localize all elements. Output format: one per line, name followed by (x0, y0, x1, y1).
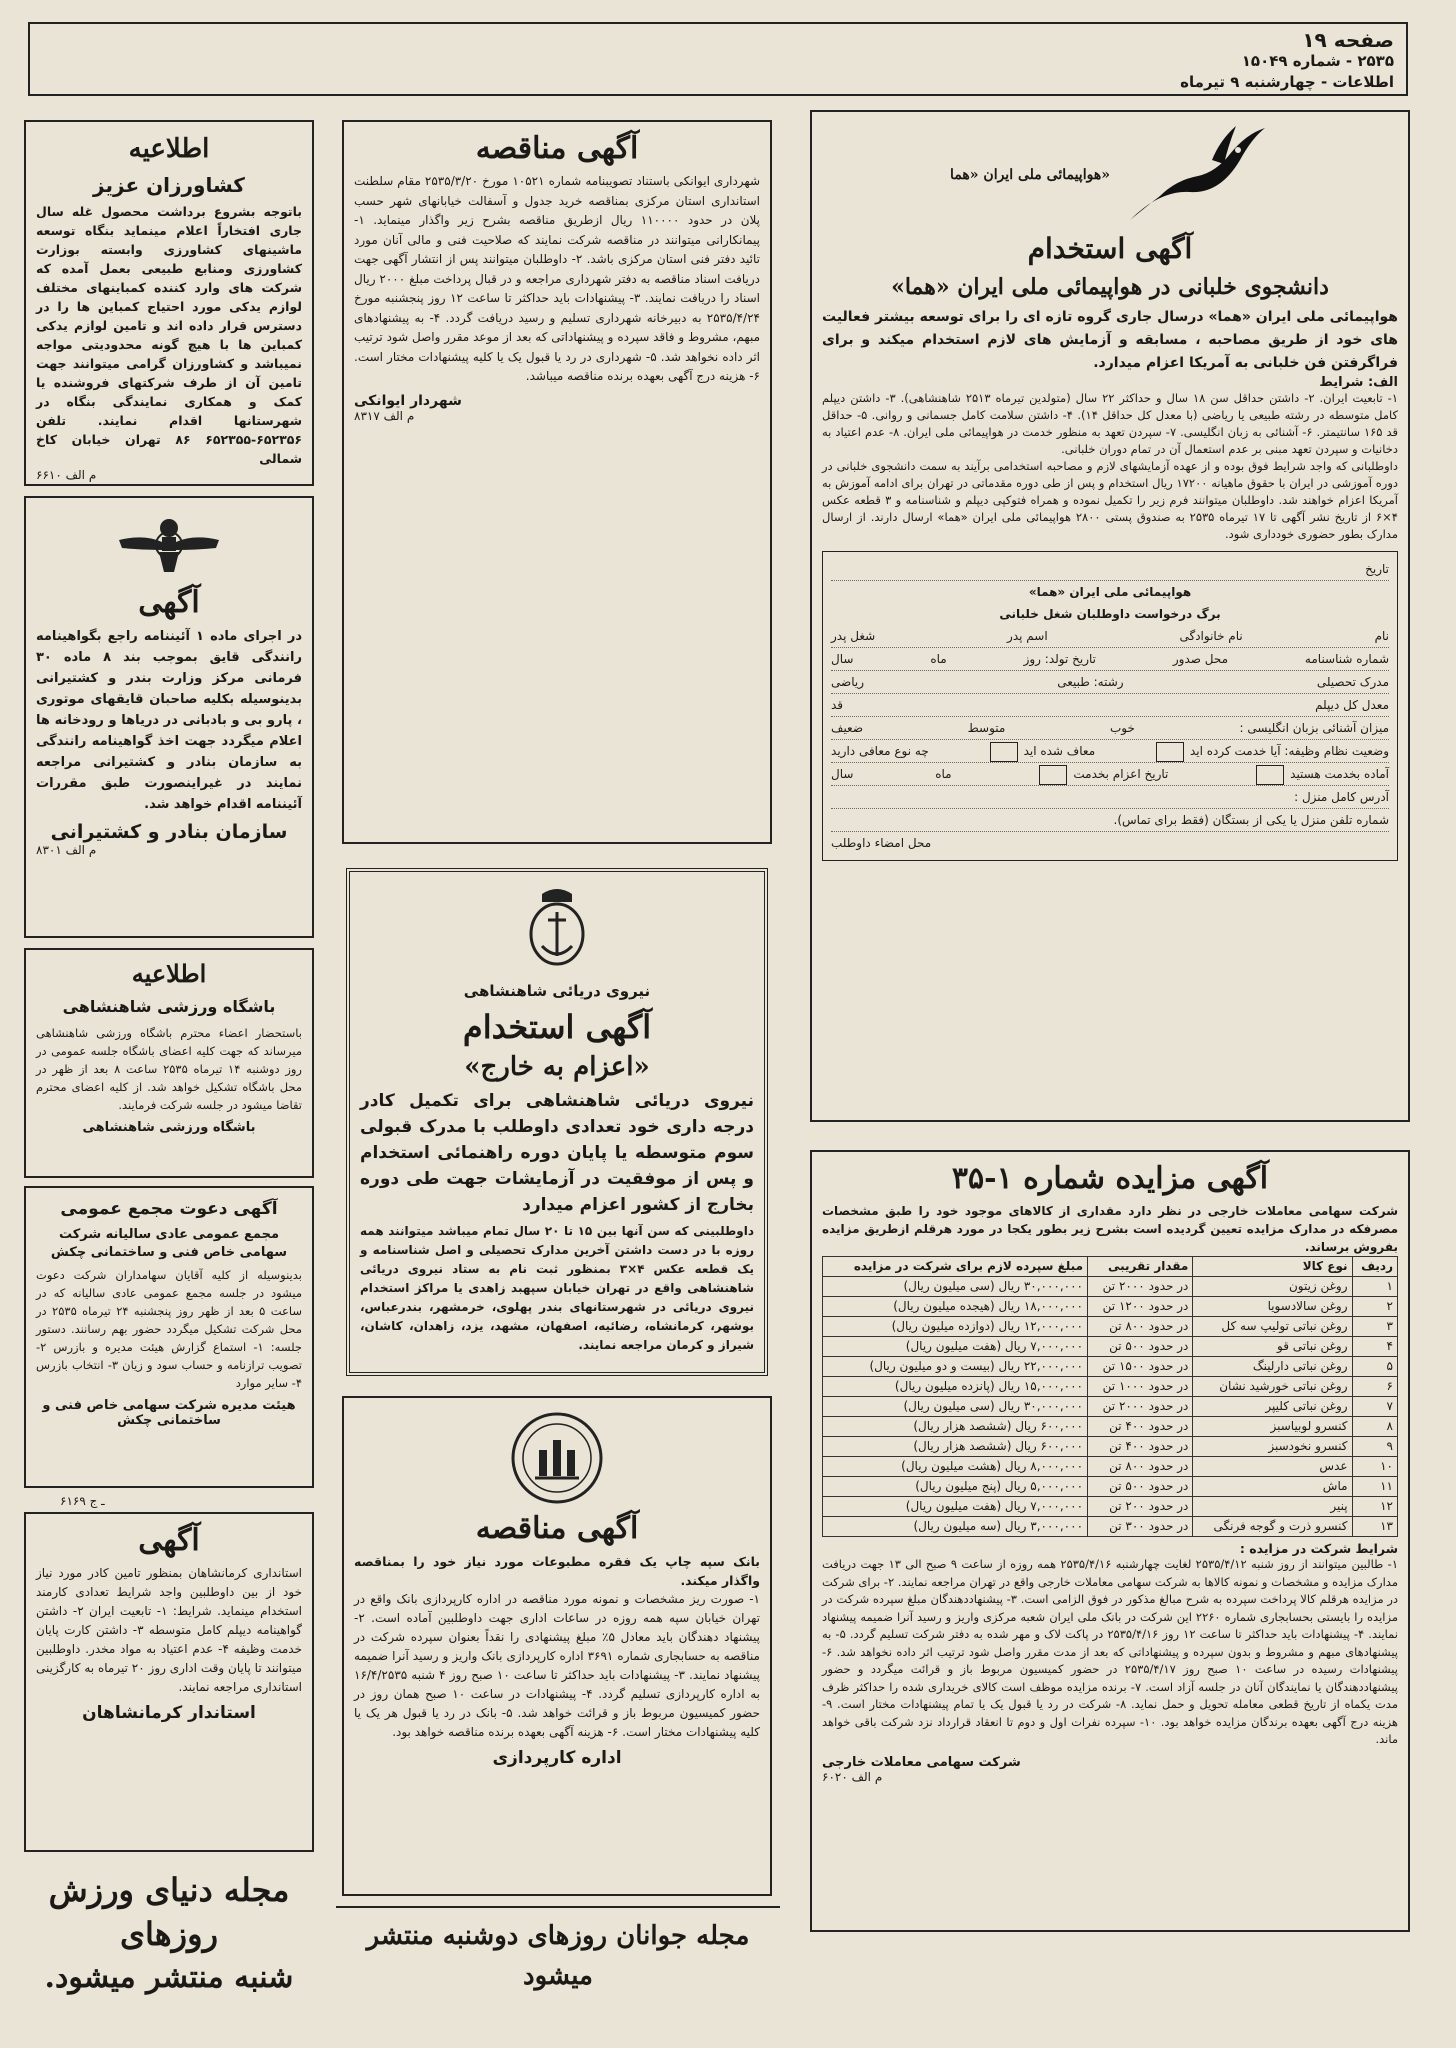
form-exempt-checkbox[interactable] (990, 742, 1018, 762)
table-cell: ۳۰,۰۰۰,۰۰۰ ریال (سی میلیون ریال) (823, 1277, 1088, 1297)
ad-meeting-title: آگهی دعوت مجمع عمومی (60, 1199, 278, 1219)
form-english-good[interactable]: خوب (1109, 721, 1135, 735)
form-date-label: تاریخ (1365, 562, 1389, 576)
table-cell: ۱۲,۰۰۰,۰۰۰ ریال (دوازده میلیون ریال) (823, 1317, 1088, 1337)
form-title: برگ درخواست داوطلبان شغل خلبانی (999, 607, 1221, 621)
table-cell: روغن نباتی خورشید نشان (1193, 1377, 1352, 1397)
form-row-ready (831, 763, 1389, 786)
table-row (823, 1437, 1398, 1457)
navy-emblem-label: نیروی دریائی شاهنشاهی (463, 982, 651, 1000)
application-form (822, 551, 1398, 861)
ad-sports-body: باستحضار اعضاء محترم باشگاه ورزشی شاهنشاهی میرساند که جهت کلیه اعضای باشگاه جلسه عمومی در روز دوشنبه ۱۴ تیرماه ۲۵۳۵ ساعت ۸ بعد از ظهر در محل باشگاه تشکیل خواهد شد. از کلیه اعضای محترم تقاضا میشود در جلسه شرکت فرمایند. (36, 1026, 302, 1112)
ad-ports-title: آگهی (138, 585, 200, 620)
ad-auction-signature: شرکت سهامی معاملات خارجی (822, 1754, 1021, 1770)
ad-tender-bank-body: ۱- صورت ریز مشخصات و نمونه مورد مناقصه در اداره کارپردازی بانک واقع در تهران خیابان سپه همه روزه در ساعات اداری جهت داوطلبین آماده است. ۲- پیشنهاد دهندگان باید معادل ۵٪ مبلغ پیشنهادی را نقداً بعنوان سپرده شرکت در مناقصه به حسابجاری شماره ۳۶۹۱ اداره کارپردازی بانک واریز و رسید آنرا ضمیمه پیشنهاد نمایند. ۳- پیشنهادات باید حداکثر تا ساعت ۱۰ صبح روز ۴ شنبه ۱۶/۴/۲۵۳۵ به اداره کارپردازی تسلیم گردد. ۴- پیشنهادات در ساعت ۱۰ صبح همان روز در حضور کمیسیون مربوط باز و قرائت خواهد شد. ۵- بانک در رد یا قبول هر یک یا کلیه پیشنهادات مختار است. ۶- هزینه آگهی بعهده برنده مناقصه خواهد بود. (354, 1592, 761, 1739)
form-ready-year[interactable]: سال (831, 767, 854, 781)
table-row (823, 1357, 1398, 1377)
ad-ports-ref: م الف ۸۳۰۱ (36, 843, 97, 857)
form-ready-date-checkbox[interactable] (1039, 765, 1067, 785)
page-number: صفحه ۱۹ (1302, 28, 1394, 52)
table-cell: روغن نباتی قو (1193, 1337, 1352, 1357)
table-cell: روغن نباتی تولیپ سه کل (1193, 1317, 1352, 1337)
table-cell: ۳,۰۰۰,۰۰۰ ریال (سه میلیون ریال) (823, 1517, 1088, 1537)
footer-sport-line3: شنبه منتشر میشود. (44, 1960, 294, 1995)
table-cell: در حدود ۵۰۰ تن (1088, 1337, 1193, 1357)
table-cell: ۱۸,۰۰۰,۰۰۰ ریال (هیجده میلیون ریال) (823, 1297, 1088, 1317)
table-cell: ۳ (1352, 1317, 1397, 1337)
page-header (28, 22, 1408, 96)
ad-meeting-signature: هیئت مدیره شرکت سهامی خاص فنی و ساختمانی چکش (42, 1398, 296, 1428)
table-cell: کنسرو لوبیاسبز (1193, 1417, 1352, 1437)
ad-kermanshah-title: آگهی (138, 1523, 200, 1558)
ad-tender-bank-intro: بانک سپه چاپ یک فقره مطبوعات مورد نیاز خود را بمناقصه واگذار میکند. (354, 1554, 760, 1588)
navy-emblem-icon (522, 884, 592, 974)
table-cell: در حدود ۲۰۰ تن (1088, 1497, 1193, 1517)
table-cell: ۲۲,۰۰۰,۰۰۰ ریال (بیست و دو میلیون ریال) (823, 1357, 1088, 1377)
table-cell: ۵ (1352, 1357, 1397, 1377)
ad-tender-bank-signature: اداره کارپردازی (492, 1748, 622, 1768)
ad-navy-recruitment (346, 868, 768, 1376)
ad-navy-body: داوطلبینی که سن آنها بین ۱۵ تا ۲۰ سال تمام میباشد میتوانند همه روزه با در دست داشتن آخرین مدارک تحصیلی و اصل شناسنامه و یک قطعه عکس ۴×۳ بمنظور ثبت نام به ستاد نیروی دریائی شاهنشاهی واقع در تهران خیابان سپهبد زاهدی یا مراکز استخدام نیروی دریائی در شهرستانهای بندر پهلوی، خرمشهر، بندرعباس، بوشهر، کرمانشاه، رضائیه، اصفهان، مشهد، یزد، زاهدان، کاشان، شیراز و کرمان مراجعه نمایند. (360, 1224, 755, 1352)
ad-sports-club (24, 948, 314, 1178)
footer-sport-line1: مجله دنیای ورزش (48, 1871, 290, 1909)
ad-tender-municipality (342, 120, 772, 844)
ad-auction (810, 1150, 1410, 1932)
table-cell: در حدود ۲۰۰۰ تن (1088, 1397, 1193, 1417)
form-row-names (831, 625, 1389, 648)
ad-ports-signature: سازمان بنادر و کشتیرانی (50, 821, 288, 843)
table-cell: روغن زیتون (1193, 1277, 1352, 1297)
form-row-id (831, 648, 1389, 671)
form-degree[interactable]: مدرک تحصیلی (1316, 675, 1389, 689)
table-cell: روغن سالادسویا (1193, 1297, 1352, 1317)
ad-homa-title: آگهی استخدام (1027, 232, 1193, 265)
form-ready-label: آماده بخدمت هستید (1290, 767, 1389, 781)
table-row (823, 1337, 1398, 1357)
table-cell: در حدود ۱۰۰۰ تن (1088, 1377, 1193, 1397)
form-org: هواپیمائی ملی ایران «هما» (1028, 585, 1192, 599)
table-cell: در حدود ۸۰۰ تن (1088, 1457, 1193, 1477)
form-exempt-type[interactable]: چه نوع معافی دارید (831, 744, 929, 758)
ad-auction-conditions: ۱- طالبین میتوانند از روز شنبه ۲۵۳۵/۴/۱۲ لغایت چهارشنبه ۲۵۳۵/۴/۱۶ همه روزه از ساعت ۹ صبح الی ۱۳ جهت دریافت مدارک مزایده و مشخصات و نمونه کالاها به شرکت سهامی معاملات خارجی واقع در تهران مراجعه نمایند. ۲- برای شرکت در مزایده هرقلم کالا پرداخت سپرده به شرح مبالغ مذکور در فوق الزامی است. ۳- پیشنهاددهندگان مبلغ سپرده شرکت در مزایده را بایستی بحسابجاری شماره ۲۲۶۰ این شرکت در بانک ملی ایران شعبه مرکزی واریز و رسید آنرا ضمیمه پیشنهاد نمایند. ۴- پیشنهادات باید حداکثر تا ساعت ۱۲ روز ۲۵۳۵/۴/۱۶ در پاکت لاک و مهر شده به دفتر شرکت تسلیم گردد. ۵- به پیشنهادهای مبهم و مشروط و بدون سپرده و پیشنهاداتی که بعد از مدت مقرر واصل شود ترتیب اثر داده نخواهد شد. ۶- پیشنهادات رسیده در ساعت ۱۰ صبح روز ۲۵۳۵/۴/۱۷ در حضور کمیسیون مربوط باز و قرائت میگردد و حضور پیشنهاددهندگان یا نمایندگان آنان در جلسه آزاد است. ۷- برنده مزایده موظف است کالای خریداری شده را حداکثر ظرف مدت یکماه از تاریخ قطعی معامله تحویل و حمل نماید. ۸- شرکت در رد یا قبول یک یا تمام پیشنهادات مختار است. ۹- هزینه درج آگهی بعهده برندگان مزایده خواهد بود. ۱۰- سپرده نفرات اول و دوم تا انعقاد قرارداد نزد شرکت باقی خواهد ماند. (822, 1557, 1399, 1746)
table-cell: در حدود ۳۰۰ تن (1088, 1517, 1193, 1537)
ad-ports-body: در اجرای ماده ۱ آئیننامه راجع بگواهینامه رانندگی قایق بموجب بند ۸ ماده ۳۰ فرمانی مرکز وزارت بندر و کشتیرانی بدینوسیله بکلیه صاحبان قایقهای موتوری ، پارو بی و بادبانی در دریاها و رودخانه ها اعلام میگردد جهت اخذ گواهینامه رانندگی به سازمان بنادر و کشتیرانی مراجعه نمایند در غیراینصورت طبق مقررات آئیننامه اقدام خواهد شد. (36, 629, 303, 812)
form-address[interactable]: آدرس کامل منزل : (1294, 790, 1389, 804)
form-service-checkbox[interactable] (1156, 742, 1184, 762)
form-english-weak[interactable]: ضعیف (831, 721, 864, 735)
auction-table (822, 1256, 1398, 1537)
ad-tender-bank-title: آگهی مناقصه (475, 1511, 639, 1546)
table-cell: ۳۰,۰۰۰,۰۰۰ ریال (سی میلیون ریال) (823, 1397, 1088, 1417)
ad-navy-title: آگهی استخدام (462, 1008, 652, 1046)
ad-navy-lead: نیروی دریائی شاهنشاهی برای تکمیل کادر درجه داری خود تعدادی داوطلب با مدرک قبولی سوم متوسطه یا پایان دوره راهنمائی استخدام و پس از موفقیت در آزمایشات جهت طی دوره بخارج از کشور اعزام میدارد (360, 1091, 754, 1215)
table-row (823, 1477, 1398, 1497)
table-cell: ۶۰۰,۰۰۰ ریال (ششصد هزار ریال) (823, 1417, 1088, 1437)
table-cell: کنسرو نخودسبز (1193, 1437, 1352, 1457)
ad-farmers-ref: م الف ۶۶۱۰ (36, 468, 97, 482)
homa-logo-text: هواپیمائی ملی ایران «هما» (950, 167, 1110, 183)
ad-kermanshah (24, 1512, 314, 1852)
footer-sport-magazine (24, 1868, 314, 2000)
ad-meeting-ref: ۶۱۶۹ ـ ج (60, 1494, 105, 1508)
ad-ports (24, 496, 314, 938)
table-row (823, 1457, 1398, 1477)
form-birth-year[interactable]: سال (831, 652, 854, 666)
form-english-label: میزان آشنائی بزبان انگلیسی : (1239, 721, 1389, 735)
table-cell: ۱۲ (1352, 1497, 1397, 1517)
ad-meeting-body: بدینوسیله از کلیه آقایان سهامداران شرکت دعوت میشود در جلسه مجمع عمومی عادی سالیانه که در ساعت ۵ بعد از ظهر روز پنجشنبه ۲۴ تیرماه ۲۵۳۵ در محل شرکت تشکیل میگردد حضور بهم رسانند. دستور جلسه: ۱- استماع گزارش هیئت مدیره و بازرس ۲- تصویب ترازنامه و حساب سود و زیان ۳- انتخاب بازرس ۴- سایر موارد (36, 1268, 302, 1390)
table-cell: ۱۱ (1352, 1477, 1397, 1497)
bank-sepah-emblem-icon (509, 1410, 605, 1506)
table-row (823, 1417, 1398, 1437)
form-exempt-label: معاف شده اید (1023, 744, 1096, 758)
form-row-english (831, 717, 1389, 740)
form-first-name[interactable]: نام (1374, 629, 1389, 643)
table-cell: ۷,۰۰۰,۰۰۰ ریال (هفت میلیون ریال) (823, 1337, 1088, 1357)
faravahar-emblem-icon (114, 510, 224, 580)
table-row (823, 1517, 1398, 1537)
footer-sport-line2: روزهای (119, 1915, 219, 1953)
table-cell: ۶ (1352, 1377, 1397, 1397)
table-cell: ۲ (1352, 1297, 1397, 1317)
ad-tender-municipality-signature: شهردار ایوانکی (354, 392, 462, 409)
table-cell: ۷ (1352, 1397, 1397, 1417)
table-row (823, 1317, 1398, 1337)
auction-col-deposit: مبلغ سپرده لازم برای شرکت در مزایده (823, 1257, 1088, 1277)
table-cell: ۸ (1352, 1417, 1397, 1437)
table-cell: ۹ (1352, 1437, 1397, 1457)
auction-col-item: نوع کالا (1193, 1257, 1352, 1277)
form-ready-checkbox[interactable] (1256, 765, 1284, 785)
auction-col-qty: مقدار تقریبی (1088, 1257, 1193, 1277)
ad-homa-conditions-title: الف: شرایط (1319, 375, 1398, 390)
ad-auction-ref: م الف ۶۰۲۰ (822, 1769, 883, 1784)
form-birth-day[interactable]: تاریخ تولد: روز (1023, 652, 1097, 666)
table-cell: در حدود ۴۰۰ تن (1088, 1417, 1193, 1437)
ad-kermanshah-body: استانداری کرمانشاهان بمنظور تامین کادر مورد نیاز خود از بین داوطلبین واجد شرایط تعدادی کارمند استخدام مینماید. شرایط: ۱- تابعیت ایران ۲- داشتن گواهینامه دیپلم کامل متوسطه ۳- داشتن کارت پایان خدمت وظیفه ۴- عدم اعتیاد به مواد مخدر. داوطلبین میتوانند تا پایان وقت اداری روز ۲۰ تیرماه به کارگزینی استانداری مراجعه نمایند. (36, 1566, 302, 1694)
form-issue-place[interactable]: محل صدور (1172, 652, 1229, 666)
table-cell: پنیر (1193, 1497, 1352, 1517)
table-cell: ۱ (1352, 1277, 1397, 1297)
homa-logo (822, 120, 1398, 230)
table-row (823, 1497, 1398, 1517)
table-cell: ۴ (1352, 1337, 1397, 1357)
table-row (823, 1397, 1398, 1417)
form-father-name[interactable]: اسم پدر (1007, 629, 1048, 643)
table-cell: در حدود ۵۰۰ تن (1088, 1477, 1193, 1497)
form-row-education (831, 671, 1389, 694)
table-cell: کنسرو ذرت و گوجه فرنگی (1193, 1517, 1352, 1537)
auction-col-row: ردیف (1352, 1257, 1397, 1277)
ad-meeting-subtitle: مجمع عمومی عادی سالیانه شرکت سهامی خاص فنی و ساختمانی چکش (50, 1227, 288, 1260)
table-row (823, 1297, 1398, 1317)
form-field-math[interactable]: ریاضی (831, 675, 864, 689)
form-last-name[interactable]: نام خانوادگی (1179, 629, 1243, 643)
form-date-row (831, 558, 1389, 581)
ad-kermanshah-signature: استاندار کرمانشاهان (82, 1703, 256, 1723)
ad-tender-bank (342, 1396, 772, 1896)
table-row (823, 1277, 1398, 1297)
table-cell: در حدود ۸۰۰ تن (1088, 1317, 1193, 1337)
ad-tender-municipality-title: آگهی مناقصه (475, 131, 639, 166)
form-row-gpa (831, 694, 1389, 717)
table-cell: در حدود ۱۵۰۰ تن (1088, 1357, 1193, 1377)
table-cell: عدس (1193, 1457, 1352, 1477)
table-cell: ۷,۰۰۰,۰۰۰ ریال (هفت میلیون ریال) (823, 1497, 1088, 1517)
form-row-phone (831, 809, 1389, 832)
ad-tender-municipality-ref: م الف ۸۳۱۷ (354, 408, 415, 423)
table-row (823, 1377, 1398, 1397)
issue-number: ۲۵۳۵ - شماره ۱۵۰۴۹ (1241, 52, 1394, 70)
table-cell: در حدود ۲۰۰۰ تن (1088, 1277, 1193, 1297)
form-service-label: وضعیت نظام وظیفه: آیا خدمت کرده اید (1189, 744, 1389, 758)
form-ready-month[interactable]: ماه (935, 767, 952, 781)
ad-homa-recruitment (810, 110, 1410, 1122)
ad-farmers-title: اطلاعیه (128, 134, 210, 164)
table-cell: در حدود ۴۰۰ تن (1088, 1437, 1193, 1457)
table-cell: ماش (1193, 1477, 1352, 1497)
auction-table-header (823, 1257, 1398, 1277)
form-height[interactable]: قد (831, 698, 844, 712)
homa-bird-logo-icon (1120, 120, 1270, 230)
ad-auction-conditions-title: شرایط شرکت در مزایده : (1239, 1541, 1398, 1556)
form-phone[interactable]: شماره تلفن منزل یا یکی از بستگان (فقط برای تماس). (1113, 813, 1389, 827)
ad-homa-conditions: ۱- تابعیت ایران. ۲- داشتن حداقل سن ۱۸ سال و حداکثر ۲۲ سال (متولدین تیرماه ۲۵۱۳ شاهنشاهی). ۳- داشتن دیپلم کامل متوسطه در رشته طبیعی یا ریاضی (با معدل کل حداقل ۱۴). ۴- داشتن سلامت کامل جسمانی و روانی. ۵- حداقل قد ۱۶۵ سانتیمتر. ۶- آشنائی به زبان انگلیسی. ۷- سپردن تعهد به منظور خدمت در هواپیمائی ملی ایران. ۸- عدم اعتیاد به دخانیات و سپردن تعهد مبنی بر عدم استعمال آن در تمام دوران خلبانی. (822, 391, 1399, 456)
table-cell: ۸,۰۰۰,۰۰۰ ریال (هشت میلیون ریال) (823, 1457, 1088, 1477)
ad-sports-subtitle: باشگاه ورزشی شاهنشاهی (62, 997, 276, 1016)
ad-homa-details: داوطلبانی که واجد شرایط فوق بوده و از عهده آزمایشهای لازم و مصاحبه استخدامی برآیند به سمت دانشجوی خلبانی در دوره آموزشی در ایران با حقوق ماهیانه ۱۷۲۰۰ ریال استخدام و پس از طی دوره مقدماتی در تهران برای ادامه آموزش به آمریکا اعزام خواهند شد. داوطلبان میتوانند فرم زیر را تکمیل نموده و همراه فتوکپی دیپلم و شناسنامه و ۳ قطعه عکس ۴×۶ از تاریخ نشر آگهی تا ۱۷ تیرماه ۲۵۳۵ به صندوق پستی ۲۸۰۰ هواپیمائی ملی ایران «هما» ارسال دارند. از ارسال مدارک بطور حضوری خودداری شود. (822, 459, 1398, 541)
ad-farmers (24, 120, 314, 486)
ad-navy-subtitle: «اعزام به خارج» (464, 1052, 650, 1082)
issue-date: اطلاعات - چهارشنبه ۹ تیرماه (1180, 73, 1394, 91)
table-cell: در حدود ۱۲۰۰ تن (1088, 1297, 1193, 1317)
form-gpa[interactable]: معدل کل دیپلم (1315, 698, 1389, 712)
form-id-number[interactable]: شماره شناسنامه (1304, 652, 1389, 666)
form-birth-month[interactable]: ماه (930, 652, 947, 666)
form-row-address (831, 786, 1389, 809)
table-cell: روغن نباتی دارلینگ (1193, 1357, 1352, 1377)
ad-tender-municipality-body: شهرداری ایوانکی باستناد تصویبنامه شماره ۱۰۵۲۱ مورخ ۲۵۳۵/۳/۲۰ مقام سلطنت استانداری استان مرکزی بمناقصه خرید جدول و آسفالت خیابانهای شهر حسب پلان در حدود ۱۱۰۰۰۰ ریال ازطریق مناقصه بشرح زیر واگذار مینماید. ۱- پیمانکارانی میتوانند در مناقصه شرکت نمایند که صلاحیت فنی و مالی آنان مورد تائید دفتر فنی استان مرکزی باشد. ۲- داوطلبان میتوانند پس از انتشار آگهی جهت دریافت اسناد مناقصه به دفتر شهرداری مراجعه و در قبال پرداخت مبلغ ۲۰۰۰ ریال اسناد را دریافت نمایند. ۳- پیشنهادات باید حداکثر تا ساعت ۱۲ روز پنجشنبه مورخ ۲۵۳۵/۴/۲۴ به دبیرخانه شهرداری تسلیم و رسید دریافت گردد. ۴- به پیشنهادهای مبهم، مشروط و فاقد سپرده و پیشنهاداتی که بعد از موعد مقرر واصل شود ترتیب اثر داده نخواهد شد. ۵- شهرداری در رد یا قبول یک یا کلیه پیشنهادات مختار است. ۶- هزینه درج آگهی بعهده برنده مناقصه میباشد. (354, 174, 761, 383)
table-cell: ۱۵,۰۰۰,۰۰۰ ریال (پانزده میلیون ریال) (823, 1377, 1088, 1397)
table-cell: ۱۳ (1352, 1517, 1397, 1537)
ad-homa-lead: هواپیمائی ملی ایران «هما» درسال جاری گروه تازه ای را برای توسعه بیشتر فعالیت های خود از طریق مصاحبه ، مسابقه و آزمایش های لازم استخدام میکند و برای فراگرفتن فن خلبانی به آمریکا اعزام میدارد. (822, 309, 1398, 371)
table-cell: ۱۰ (1352, 1457, 1397, 1477)
form-english-medium[interactable]: متوسط (967, 721, 1006, 735)
ad-auction-title: آگهی مزایده شماره ۱-۳۵ (951, 1161, 1269, 1196)
table-cell: ۶۰۰,۰۰۰ ریال (ششصد هزار ریال) (823, 1437, 1088, 1457)
table-cell: روغن نباتی کلیپر (1193, 1397, 1352, 1417)
ad-farmers-body: باتوجه بشروع برداشت محصول غله سال جاری افتخاراً اعلام مینماید بنگاه توسعه ماشینهای کشاورزی وابسته بوزارت کشاورزی ومنابع طبیعی بعمل آمده که شرکت های وارد کننده کمباینهای مختلف لوازم یدکی مورد احتیاج کمباین ها را در دسترس قرار داده اند و تامین لوازم یدکی کمباین ها با هیچ گونه محدودیتی مواجه نمیباشد و کشاورزان گرامی میتوانند جهت تامین آن از طرف شرکتهای فروشنده یا کمک و همکاری نمایندگی بنگاه در شهرستانها اقدام نمایند. تلفن ۶۵۲۳۵۶-۶۵۲۳۵۵ ۸۶ تهران خیابان کاخ شمالی (36, 204, 302, 466)
table-cell: ۵,۰۰۰,۰۰۰ ریال (پنج میلیون ریال) (823, 1477, 1088, 1497)
ad-sports-signature: باشگاه ورزشی شاهنشاهی (82, 1120, 256, 1135)
ad-auction-intro: شرکت سهامی معاملات خارجی در نظر دارد مقداری از کالاهای موجود خود را طبق مشخصات مصرفکه در مدارک مزایده تعیین گردیده است بشرح زیر بطور یکجا در مورد هرقلم ازطریق مزایده بفروش برساند. (822, 1204, 1398, 1254)
ad-homa-subtitle: دانشجوی خلبانی در هواپیمائی ملی ایران «هما» (891, 274, 1329, 300)
form-ready-date-label: تاریخ اعزام بخدمت (1073, 767, 1169, 781)
footer-youth-magazine: مجله جوانان روزهای دوشنبه منتشر میشود (336, 1906, 780, 1996)
form-field-natural[interactable]: رشته: طبیعی (1057, 675, 1124, 689)
ad-sports-title: اطلاعیه (131, 959, 207, 988)
ad-farmers-subtitle: کشاورزان عزیز (93, 173, 245, 197)
form-signature[interactable]: محل امضاء داوطلب (831, 836, 932, 850)
form-father-job[interactable]: شغل پدر (831, 629, 876, 643)
ad-general-meeting (24, 1186, 314, 1488)
form-row-service (831, 740, 1389, 763)
